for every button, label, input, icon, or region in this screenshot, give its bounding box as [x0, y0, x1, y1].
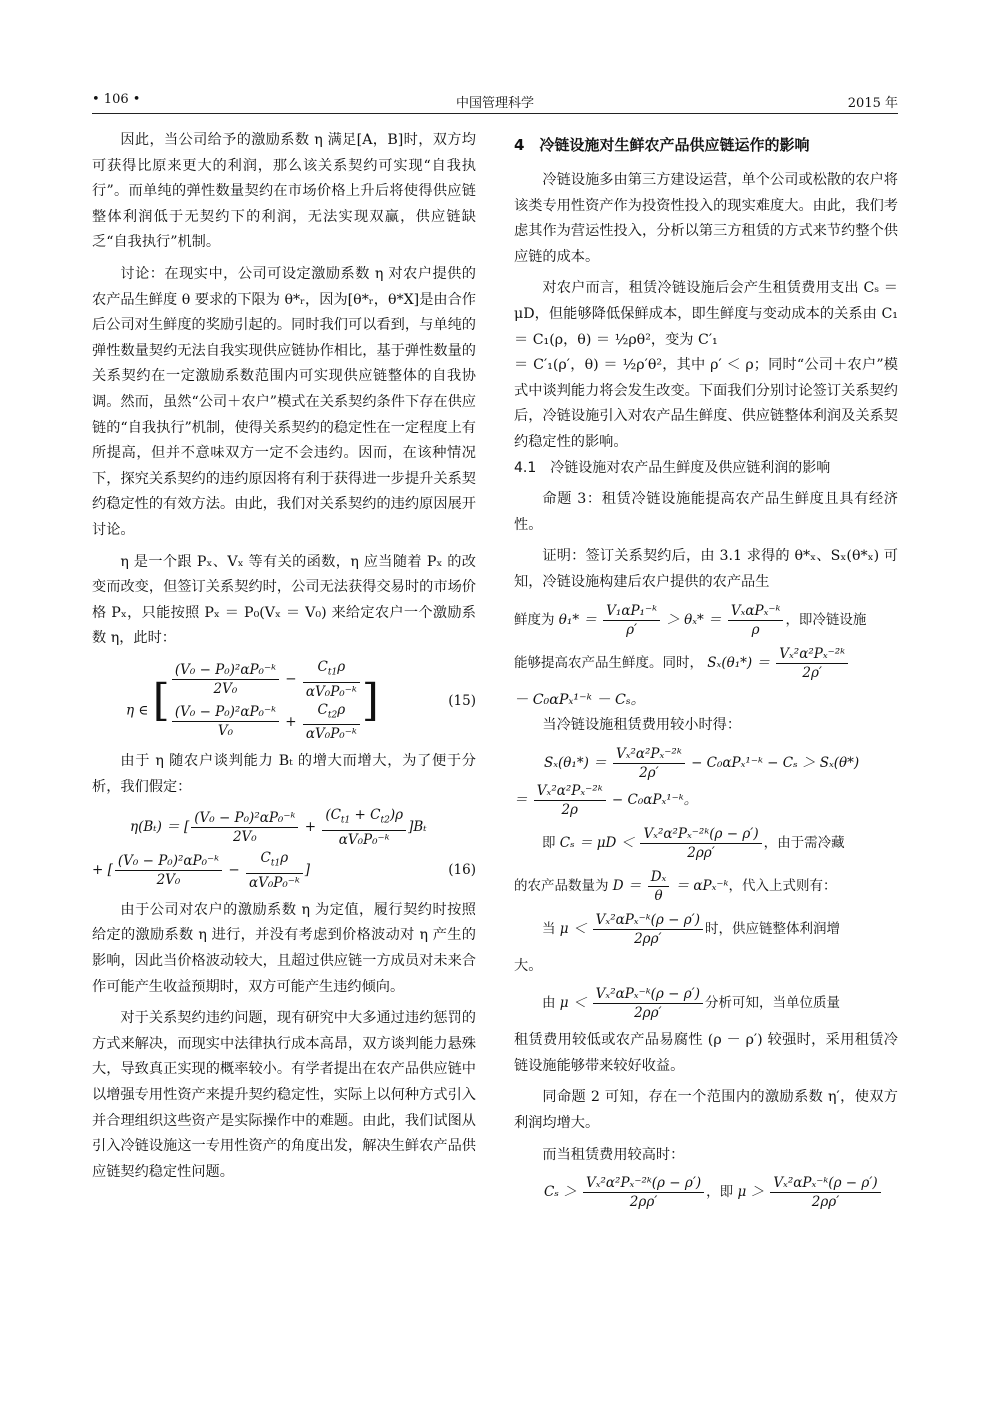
left-column [92, 128, 476, 1185]
page-number: • 106 • [92, 92, 141, 107]
paragraph: 由于 η 随农户谈判能力 Bₜ 的增大而增大，为了便于分析，我们假定： [92, 753, 476, 795]
equation-mu2: 由 μ ＜ $\frac{\text{Vₓ²αPₓ⁻ᵏ(ρ − ρ′)}}{2\rho\rho'}$ 分析可知，当单位质量 [514, 985, 898, 1022]
paragraph: 对于关系契约违约问题，现有研究中大多通过违约惩罚的方式来解决，而现实中法律执行成本高昂，双方谈判能力悬殊大，导致真正实现的概率较小。有学者提出在农产品供应链中以增强专用性资产来提升契约稳定性，实际上以何种方式引入并合理组织这些资产是实际操作中的难题。由此，我们试图从引入冷链设施这一专用性资产的角度出发，解决生鲜农产品供应链契约稳定性问题。 [92, 1010, 476, 1180]
paragraph: 同命题 2 可知，存在一个范围内的激励系数 η′，使双方利润均增大。 [514, 1089, 898, 1132]
text-fragment: 分析可知，当单位质量 [705, 995, 841, 1012]
equation-high-cost: Cₛ ＞ $\frac{\text{Vₓ²α²Pₓ⁻²ᵏ(ρ − ρ′)}}{2\rho\rho'}$ ，即 μ ＞ $\frac{\text{Vₓ²αPₓ⁻ᵏ(ρ − ρ′)}}{2\rho\rho'}$ [514, 1174, 898, 1211]
text-fragment: ，代入上式则有： [728, 877, 837, 894]
equation-number: (15) [448, 692, 476, 709]
right-column [514, 128, 898, 1217]
equation-freshness: 鲜度为 θ₁* ＝ $\frac{\text{V₁αP₁⁻ᵏ}}{\rho'}$ ＞ θₓ* ＝ $\frac{\text{VₓαPₓ⁻ᵏ}}{\rho}$ ，即冷链设施 [514, 602, 867, 638]
page-header [92, 92, 898, 112]
paragraph: － C₀αPₓ¹⁻ᵏ － Cₛ。 [514, 691, 645, 708]
subsection-heading: 4.1 冷链设施对农产品生鲜度及供应链利润的影响 [514, 459, 831, 476]
equation-low-cost: Sₓ(θ₁*) ＝ $\frac{\text{Vₓ²α²Pₓ⁻²ᵏ}}{2\rho'}$ − C₀αPₓ¹⁻ᵏ − Cₛ ＞ Sₓ(θ*) ＝ $\frac{\text{Vₓ²α²Pₓ⁻²ᵏ}}{2\rho}$ − C₀αPₓ¹⁻ᵏ。 [514, 745, 860, 818]
paragraph: 讨论：在现实中，公司可设定激励系数 η 对农户提供的农产品生鲜度 θ 要求的下限为 θ*ᵣ，因为[θ*ᵣ，θ*X]是由合作后公司对生鲜度的奖励引起的。同时我们可以看到，与单纯的弹性数量契约无法自我实现供应链协作相比，基于弹性数量的关系契约在一定激励系数范围内可实现供应链整体的自我协调。然而，虽然“公司＋农户”模式在关系契约条件下存在供应链的“自我执行”机制，使得关系契约的稳定性在一定程度上有所提高，但并不意味双方一定不会违约。因而，在该种情况下，探究关系契约的违约原因将有利于获得进一步提升关系契约稳定性的有效方法。由此，我们对关系契约的违约原因展开讨论。 [92, 265, 476, 538]
text-fragment: 时，供应链整体利润增 [705, 920, 841, 937]
paragraph: 当冷链设施租赁费用较小时得： [542, 717, 742, 734]
text-fragment: 鲜度为 [514, 611, 555, 628]
paragraph: 冷链设施多由第三方建设运营，单个公司或松散的农户将该类专用性资产作为投资性投入的现实难度大。由此，我们考虑其作为营运性投入，分析以第三方租赁的方式来节约整个供应链的成本。 [514, 172, 898, 265]
publication-year: 2015 年 [847, 96, 898, 111]
text-fragment: 的农产品数量为 [514, 877, 609, 894]
text-fragment: 由 [542, 995, 556, 1012]
paragraph: 因此，当公司给予的激励系数 η 满足[A，B]时，双方均可获得比原来更大的利润，那么该关系契约可实现“自我执行”。而单纯的弹性数量契约在市场价格上升后将使得供应链整体利润低于无契约下的利润，无法实现双赢，供应链缺乏“自我执行”机制。 [92, 132, 476, 251]
paragraph: 租赁费用较低或农产品易腐性 (ρ － ρ′) 较强时，采用租赁冷链设施能够带来较好收益。 [514, 1032, 898, 1074]
section-heading: 4 冷链设施对生鲜农产品供应链运作的影响 [514, 136, 810, 154]
paragraph: η 是一个跟 Pₓ、Vₓ 等有关的函数，η 应当随着 Pₓ 的改变而改变，但签订关系契约时，公司无法获得交易时的市场价格 Pₓ，只能按照 Pₓ ＝ P₀(Vₓ ＝ V₀) 来给定农户一个激励系数 η，此时： [92, 553, 476, 647]
text-fragment: ，即冷链设施 [785, 611, 867, 628]
text-fragment: ，由于需冷藏 [763, 834, 845, 851]
paragraph: 而当租赁费用较高时： [542, 1146, 685, 1163]
paragraph: 由于公司对农户的激励系数 η 为定值，履行契约时按照给定的激励系数 η 进行，并没有考虑到价格波动对 η 产生的影响，因此当价格波动较大，且超过供应链一方成员对未来合作可能产生收益预期时，双方可能产生违约倾向。 [92, 901, 476, 995]
paragraph: 大。 [514, 957, 543, 974]
text-fragment: 当 [542, 920, 556, 937]
equation-demand: 的农产品数量为 D ＝ $\frac{\text{Dₓ}}{\theta}$ ＝ αPₓ⁻ᵏ，代入上式则有： [514, 868, 837, 904]
equation-profit: 能够提高农产品生鲜度。同时， Sₓ(θ₁*) ＝ $\frac{\text{Vₓ²α²Pₓ⁻²ᵏ}}{2\rho'}$ [514, 645, 898, 682]
paragraph: 对农户而言，租赁冷链设施后会产生租赁费用支出 Cₛ ＝ μD，但能够降低保鲜成本，即生鲜度与变动成本的关系由 C₁ ＝ C₁(ρ，θ) ＝ ½ρθ²，变为 C′₁ [514, 280, 898, 348]
equation-16: η(Bₜ) ＝ [ $\frac{\text{(V₀ − P₀)²αP₀⁻ᵏ}}{\text{2V₀}}$ + $\frac{(C_{t1} + C_{t2})\rho}{\text{αV₀P₀⁻ᵏ}}$ ]Bₜ + [ $\frac{\text{(V₀ − P₀)²αP₀⁻ᵏ}}{\text{2V₀}}$ − $\frac{C_{t1}\rho}{\text{αV₀P₀⁻ᵏ}}$ ] (16) [92, 807, 476, 891]
equation-number: (16) [448, 862, 476, 879]
equation-cs: 即 Cₛ ＝ μD ＜ $\frac{\text{Vₓ²α²Pₓ⁻²ᵏ(ρ − ρ′)}}{2\rho\rho'}$ ，由于需冷藏 [514, 825, 898, 862]
equation-mu: 当 μ ＜ $\frac{\text{Vₓ²αPₓ⁻ᵏ(ρ − ρ′)}}{2\rho\rho'}$ 时，供应链整体利润增 [514, 911, 898, 948]
text-fragment: 能够提高农产品生鲜度。同时， [514, 654, 703, 671]
journal-name: 中国管理科学 [455, 96, 534, 111]
equation-15: η ∈ [ $\frac{\text{(V₀ − P₀)²αP₀⁻ᵏ}}{\text{2V₀}}$ − $\frac{C_{t1}\rho}{\text{αV₀P₀⁻ᵏ}}$ $\frac{\text{(V₀ − P₀)²αP₀⁻ᵏ}}{\text{V₀}}$ + $\frac{C_{t2}\rho}{\text{αV₀P₀⁻ᵏ}}$ ] (15) [126, 658, 476, 743]
header-rule [92, 113, 898, 114]
paragraph: 证明：签订关系契约后，由 3.1 求得的 θ*ₓ、Sₓ(θ*ₓ) 可知，冷链设施构建后农户提供的农产品生 [514, 548, 898, 590]
proposition: 命题 3：租赁冷链设施能提高农产品生鲜度且具有经济性。 [514, 491, 898, 533]
text-fragment: 即 [542, 834, 556, 851]
text-fragment: ，即 [706, 1184, 734, 1201]
paragraph: ＝ C′₁(ρ′，θ) ＝ ½ρ′θ²，其中 ρ′ ＜ ρ；同时“公司＋农户”模式中谈判能力将会发生改变。下面我们分别讨论签订关系契约后，冷链设施引入对农产品生鲜度、供应链整体利润及关系契约稳定性的影响。 [514, 357, 898, 450]
